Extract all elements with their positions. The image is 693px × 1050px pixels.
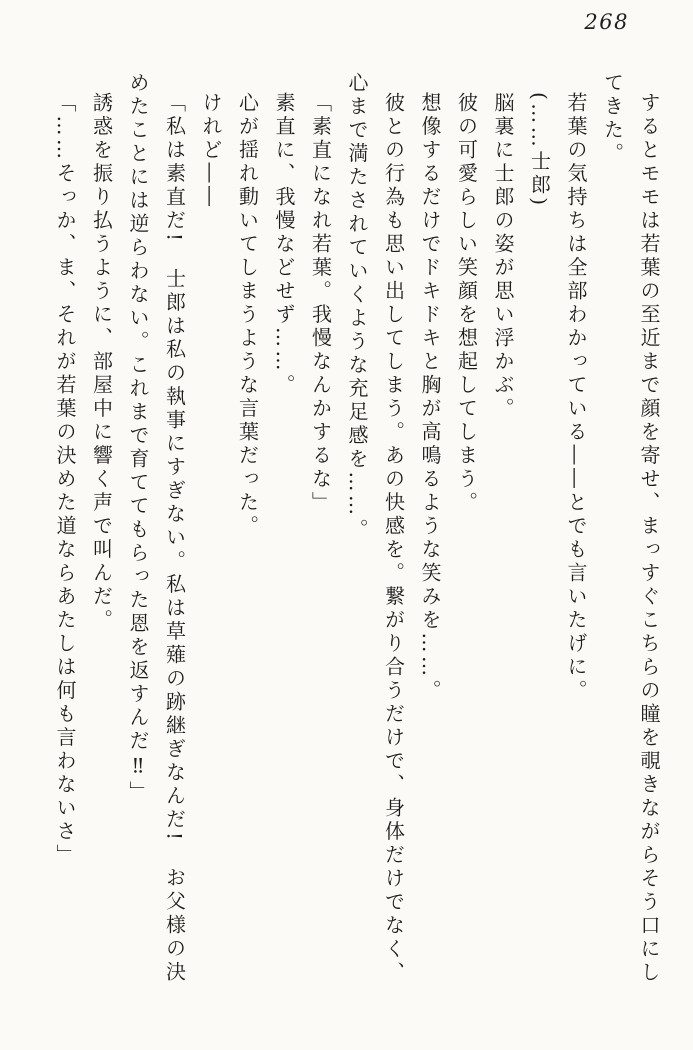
paragraph: 素直に、我慢などせず……。 — [272, 92, 296, 398]
paragraph: 「……そっか、ま、それが若葉の決めた道ならあたしは何も言わないさ」 — [53, 92, 77, 868]
paragraph: 想像するだけでドキドキと胸が高鳴るような笑みを……。 — [418, 92, 442, 703]
paragraph: するとモモは若葉の至近まで顔を寄せ、まっすぐこちらの瞳を覗きながらそう口にしてきた。 — [600, 72, 661, 985]
novel-body-text — [47, 72, 668, 994]
paragraph: 脳裏に士郎の姿が思い浮かぶ。 — [491, 92, 515, 421]
paragraph: (……士郎) — [527, 92, 552, 209]
paragraph: けれど―― — [199, 92, 223, 210]
paragraph: 心が揺れ動いてしまうような言葉だった。 — [235, 92, 260, 539]
paragraph: 「素直になれ若葉。我慢なんかするな」 — [308, 92, 333, 515]
page-number: 268 — [584, 10, 629, 34]
paragraph: 「私は素直だ! 士郎は私の執事にすぎない。私は草薙の跡継ぎなんだ! お父様の決めたことには逆らわない。これまで育ててもらった恩を返すんだ‼」 — [126, 72, 187, 985]
paragraph: 彼の可愛らしい笑顔を想起してしまう。 — [454, 92, 479, 515]
paragraph: 誘惑を振り払うように、部屋中に響く声で叫んだ。 — [89, 92, 114, 633]
paragraph: 彼との行為も思い出してしまう。あの快感を。繋がり合うだけで、身体だけでなく、心まで満たされていくような充足感を……。 — [345, 72, 406, 985]
paragraph: 若葉の気持ちは全部わかっている――とでも言いたげに。 — [564, 92, 588, 703]
